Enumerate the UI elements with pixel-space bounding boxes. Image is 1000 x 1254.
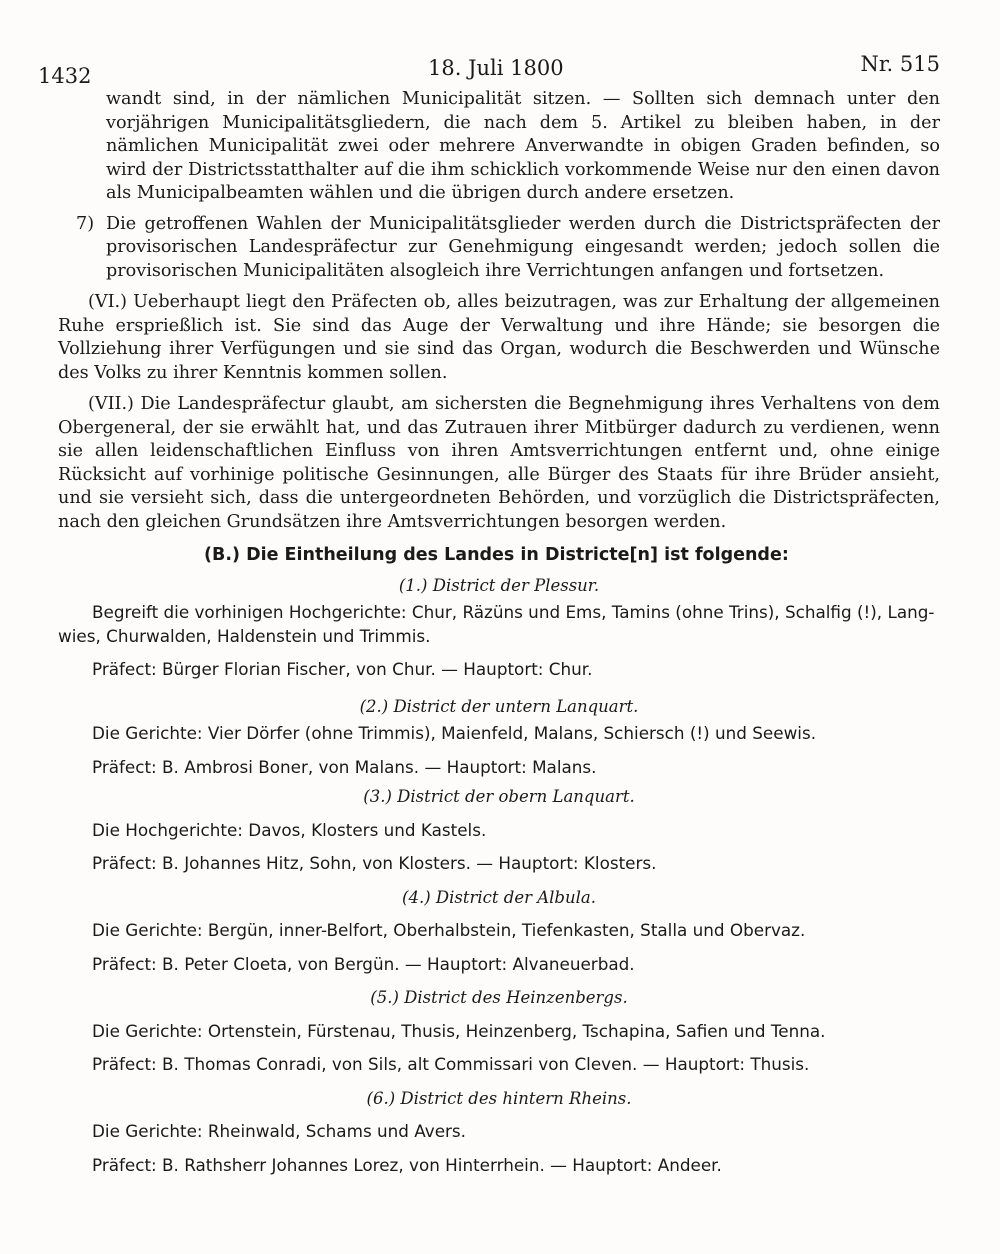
district-courts: Die Hochgerichte: Davos, Klosters und Kastels. (92, 819, 487, 840)
district-prefect: Präfect: B. Rathsherr Johannes Lorez, von Hinterrhein. — Hauptort: Andeer. (92, 1154, 722, 1175)
district-title: (1.) District der Plessur. (398, 575, 600, 595)
district-prefect: Präfect: B. Peter Cloeta, von Bergün. — Hauptort: Alvaneuerbad. (92, 953, 635, 974)
district-4 (58, 886, 940, 977)
district-6 (58, 1087, 940, 1178)
page-header (38, 52, 938, 92)
district-title: (3.) District der obern Lanquart. (363, 787, 635, 806)
district-courts-continuation: wies, Churwalden, Haldenstein und Trimmis. (58, 625, 431, 646)
district-title: (4.) District der Albula. (402, 887, 596, 907)
continuation-paragraph: wandt sind, in der nämlichen Municipalität sitzen. — Sollten sich demnach unter den vorjährigen Municipalitätsgliedern, die nach dem 5. Artikel zu bleiben haben, in der nämlichen Municipalität zwei oder mehrere Anverwandte in obigen Graden befinden, so wird der Districtsstatthalter auf die ihm schicklich vorkommende Weise nur den einen davon als Municipalbeamten wählen und die übrigen durch andere ersetzen. (106, 89, 940, 203)
district-courts (58, 601, 940, 648)
district-2 (58, 695, 940, 780)
paragraph-vii: (VII.) Die Landespräfectur glaubt, am sichersten die Begnehmigung ihres Verhaltens von dem Obergeneral, der sie erwählt hat, und das Zutrauen ihrer Mitbürger dadurch zu verdienen, wenn sie allen leidenschaftlichen Einfluss von ihren Amtsverrichtungen entfernt und, ohne einige Rücksicht auf vorhinige politische Gesinnungen, alle Bürger des Staats für ihre Brüder ansieht, und sie versieht sich, dass die untergeordneten Behörden, und vorzüglich die Districtspräfecten, nach den gleichen Grundsätzen ihre Amtsverrichtungen besorgen werden. (58, 394, 940, 532)
document-number: Nr. 515 (860, 52, 940, 76)
body-text (58, 88, 940, 1177)
district-prefect: Präfect: B. Johannes Hitz, Sohn, von Klosters. — Hauptort: Klosters. (92, 853, 657, 873)
district-courts: Die Gerichte: Rheinwald, Schams und Avers. (92, 1121, 467, 1141)
district-courts: Die Gerichte: Ortenstein, Fürstenau, Thusis, Heinzenberg, Tschapina, Safien und Tenna. (92, 1020, 826, 1041)
district-prefect: Präfect: Bürger Florian Fischer, von Chur. — Hauptort: Chur. (92, 659, 593, 679)
page-number: 1432 (38, 64, 92, 88)
district-title: (6.) District des hintern Rheins. (366, 1088, 632, 1108)
district-prefect: Präfect: B. Ambrosi Boner, von Malans. — Hauptort: Malans. (92, 756, 597, 777)
district-5 (58, 986, 940, 1077)
district-title: (2.) District der untern Lanquart. (359, 696, 639, 716)
header-date: 18. Juli 1800 (428, 56, 564, 80)
section-b-heading: (B.) Die Eintheilung des Landes in Districte[n] ist folgende: (204, 545, 789, 565)
district-title: (5.) District des Heinzenbergs. (370, 988, 628, 1007)
district-courts: Die Gerichte: Vier Dörfer (ohne Trimmis), Maienfeld, Malans, Schiersch (!) und Seewis. (92, 723, 817, 743)
paragraph-vi: (VI.) Ueberhaupt liegt den Präfecten ob, alles beizutragen, was zur Erhaltung der allgemeinen Ruhe ersprießlich ist. Sie sind das Auge der Verwaltung und ihre Hände; sie besorgen die Vollziehung ihrer Verfügungen und sie sind das Organ, wodurch die Beschwerden und Wünsche des Volks zu ihrer Kenntnis kommen sollen. (58, 292, 940, 383)
paragraph-number: 7) (76, 213, 95, 234)
district-3 (58, 785, 940, 876)
district-1 (58, 574, 940, 682)
district-courts: Die Gerichte: Bergün, inner-Belfort, Oberhalbstein, Tiefenkasten, Stalla und Obervaz. (92, 920, 806, 940)
district-prefect: Präfect: B. Thomas Conradi, von Sils, alt Commissari von Cleven. — Hauptort: Thusis. (92, 1054, 810, 1074)
paragraph-text: Die getroffenen Wahlen der Municipalitätsglieder werden durch die Districtspräfecten der provisorischen Landespräfectur zur Genehmigung eingesandt werden; jedoch sollen die provisorischen Municipalitäten alsogleich ihre Verrichtungen anfangen und fortsetzen. (106, 213, 940, 281)
numbered-paragraph-7 (76, 213, 940, 284)
district-courts-line: Begreift die vorhinigen Hochgerichte: Chur, Räzüns und Ems, Tamins (ohne Trins), Schalfig (!), Lang- (92, 602, 935, 622)
